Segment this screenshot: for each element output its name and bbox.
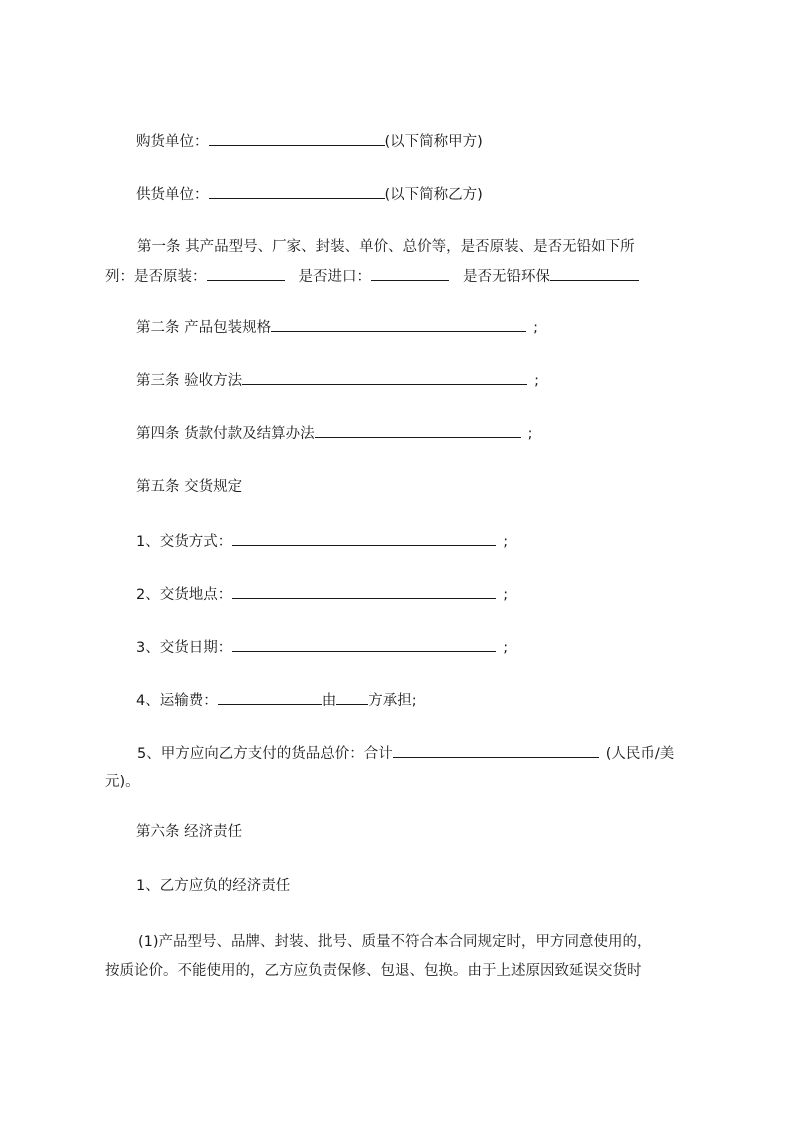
leadfree-blank[interactable] [550,266,639,281]
article6-para1-line1: (1)产品型号、品牌、封装、批号、质量不符合本合同规定时，甲方同意使用的， [138,934,652,950]
freight-blank[interactable] [218,690,322,705]
import-label: 是否进口： [298,269,371,285]
delivery-method-label: 1、交货方式： [136,534,233,550]
article6-para1-line2: 按质论价。不能使用的，乙方应负责保修、包退、包换。由于上述原因致延误交货时 [105,963,642,979]
article1-line1: 第一条 其产品型号、厂家、封装、单价、总价等，是否原装、是否无铅如下所 [137,239,635,255]
delivery-place-end: ; [503,587,509,603]
packaging-blank[interactable] [271,317,526,332]
article3-text: 第三条 验收方法 [136,373,243,389]
supplier-label: 供货单位： [136,187,209,203]
freight-line [0,690,793,711]
article5-title: 第五条 交货规定 [136,479,243,495]
delivery-method-blank[interactable] [232,531,496,546]
buyer-line [0,131,793,152]
leadfree-label: 是否无铅环保 [463,269,550,285]
delivery-place-label: 2、交货地点： [136,587,233,603]
buyer-label: 购货单位： [136,134,209,150]
delivery-method-end: ; [503,534,509,550]
article4-text: 第四条 货款付款及结算办法 [136,426,315,442]
original-label: 列：是否原装： [105,269,207,285]
article6-title: 第六条 经济责任 [136,824,243,840]
total-price-line2: 元)。 [105,774,140,790]
delivery-place-line [0,584,793,605]
freight-label: 4、运输费： [136,693,218,709]
delivery-method-line [0,531,793,552]
delivery-date-end: ; [503,640,509,656]
supplier-line [0,184,793,205]
freight-mid: 由 [321,693,337,709]
article3-line [0,370,793,391]
delivery-date-line [0,637,793,658]
supplier-blank[interactable] [209,184,385,199]
total-price-label: 5、甲方应向乙方支付的货品总价：合计 [137,746,393,762]
buyer-suffix: (以下简称甲方) [384,134,483,150]
currency-suffix: (人民币/美 [605,746,675,762]
payment-blank[interactable] [315,423,521,438]
delivery-date-label: 3、交货日期： [136,640,233,656]
delivery-date-blank[interactable] [232,637,496,652]
article1-line2 [0,266,793,287]
article2-end: ; [533,320,538,336]
article2-text: 第二条 产品包装规格 [136,320,272,336]
total-price-blank[interactable] [393,743,599,758]
buyer-blank[interactable] [209,131,385,146]
freight-party-blank[interactable] [336,690,368,705]
total-price-line1 [0,743,793,764]
article3-end: ; [534,373,539,389]
article4-end: ; [527,426,533,442]
import-blank[interactable] [371,266,449,281]
article2-line [0,317,793,338]
article4-line [0,423,793,444]
freight-end: 方承担; [368,693,417,709]
original-blank[interactable] [207,266,285,281]
delivery-place-blank[interactable] [232,584,496,599]
acceptance-blank[interactable] [242,370,527,385]
article6-sub1: 1、乙方应负的经济责任 [136,878,291,894]
supplier-suffix: (以下简称乙方) [384,187,483,203]
